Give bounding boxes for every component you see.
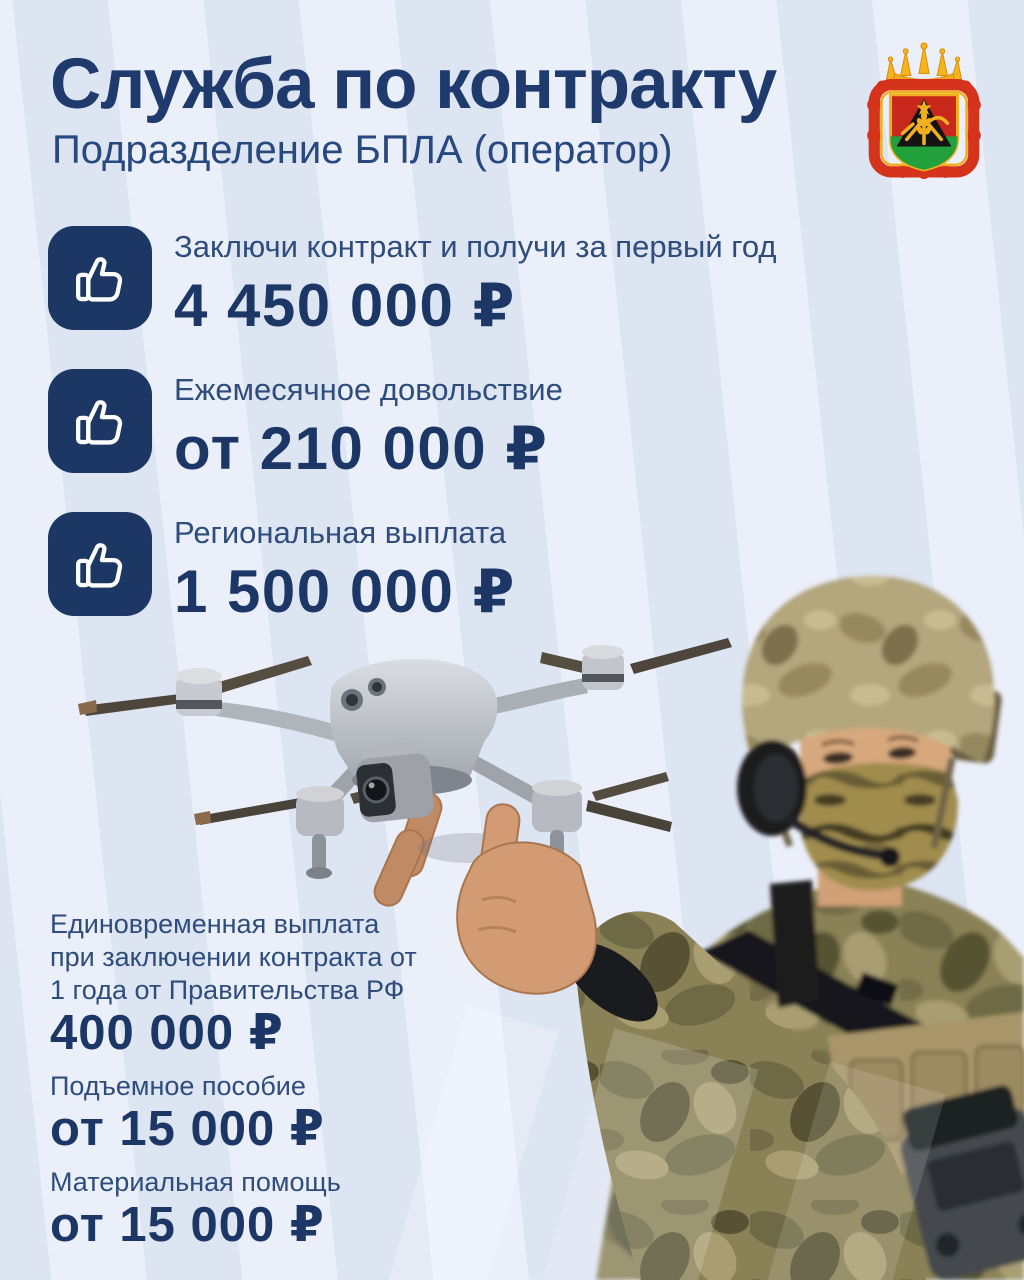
benefit-text: [174, 512, 516, 627]
benefit-text: [174, 369, 563, 484]
benefit-amount: 1 500 000 ₽: [174, 558, 516, 625]
thumbs-up-icon: [48, 512, 152, 616]
benefit-label: Региональная выплата: [174, 515, 507, 550]
thumbs-up-icon: [48, 369, 152, 473]
extra-label: Подъемное пособие: [50, 1071, 306, 1101]
thumbs-up-icon: [48, 226, 152, 330]
emblem-shield: [891, 95, 958, 170]
extra-payments: [50, 908, 430, 1250]
benefit-item: [48, 226, 777, 341]
extra-label: Материальная помощь: [50, 1167, 341, 1197]
benefit-item: [48, 369, 777, 484]
benefit-item: [48, 512, 777, 627]
extra-label: Единовременная выплата при заключении контракта от 1 года от Правительства РФ: [50, 909, 417, 1005]
poster-subtitle: Подразделение БПЛА (оператор): [52, 128, 673, 172]
poster-title: Служба по контракту: [50, 45, 777, 124]
benefit-label: Ежемесячное довольствие: [174, 372, 563, 407]
benefit-amount: от 210 000 ₽: [174, 415, 549, 482]
extra-amount: от 15 000 ₽: [50, 1198, 325, 1252]
benefit-text: [174, 226, 777, 341]
benefit-label: Заключи контракт и получи за первый год: [174, 229, 777, 264]
benefit-list: [48, 226, 777, 627]
benefit-amount: 4 450 000 ₽: [174, 272, 516, 339]
kuzbass-coat-of-arms: [860, 42, 988, 180]
extra-amount: 400 000 ₽: [50, 1006, 284, 1060]
extra-amount: от 15 000 ₽: [50, 1102, 325, 1156]
